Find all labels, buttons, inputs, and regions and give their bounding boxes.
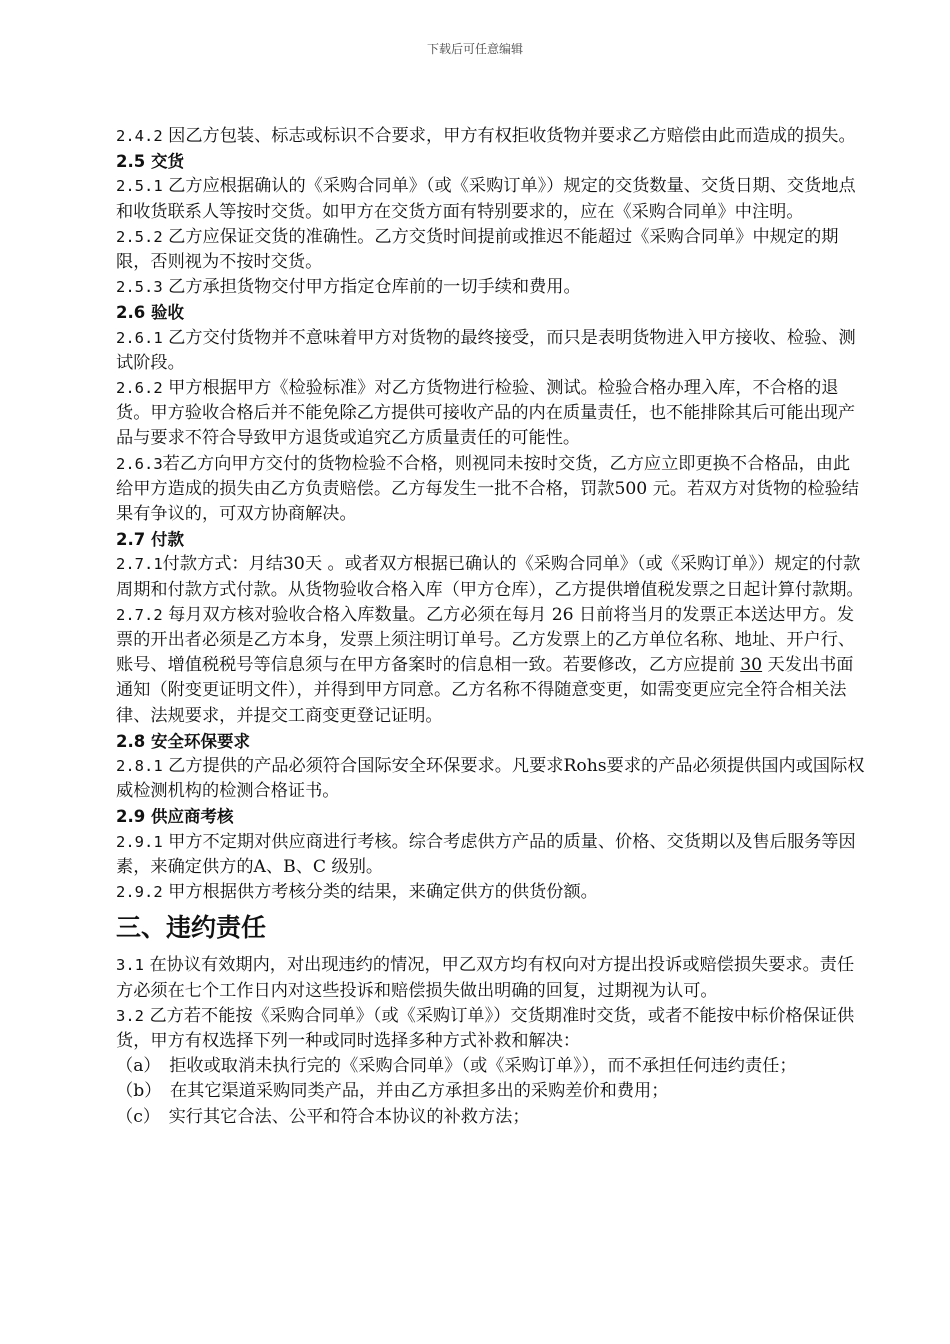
- clause-text: 若乙方向甲方交付的货物检验不合格，则视同未按时交货，乙方应立即更换不合格品，由此给甲方造成的损失由乙方负责赔偿。乙方每发生一批不合格，罚款500 元。若双方对货物的检验结果有争议的，可双方协商解决。: [116, 453, 859, 525]
- clause-number: 2.6.2: [116, 379, 163, 398]
- clause-number: 2.4.2: [116, 127, 163, 145]
- remedy-item-b: [116, 1079, 866, 1104]
- clause-number: 2.5.3: [116, 278, 163, 297]
- heading-text: 安全环保要求: [145, 731, 250, 751]
- clause-number: 3.1: [116, 956, 144, 975]
- clause-text: 乙方应保证交货的准确性。乙方交货时间提前或推迟不能超过《采购合同单》中规定的期限，否则视为不按时交货。: [116, 226, 839, 273]
- clause-2-5-2: [116, 225, 866, 275]
- item-label: （b）: [116, 1081, 153, 1102]
- remedy-item-a: [116, 1054, 866, 1079]
- clause-2-6-3: [116, 452, 866, 528]
- item-text: 实行其它合法、公平和符合本协议的补救方法；: [151, 1106, 530, 1127]
- clause-text-part-a: 每月双方核对验收合格入库数量。乙方必须在每月 26 日前将当月的发票正本送达甲方。发票的开出者必须是乙方本身，发票上须注明订单号。乙方发票上的乙方单位名称、地址、开户行、账号、增值税税号等信息须与在甲方备案时的信息相一致。若要修改，乙方应提前: [116, 604, 856, 676]
- clause-number: 2.6.3: [116, 454, 163, 473]
- clause-text: 甲方根据供方考核分类的结果，来确定供方的供货份额。: [162, 882, 598, 903]
- clause-number: 2.7.2: [116, 605, 163, 624]
- clause-number: 2.9.2: [116, 883, 163, 902]
- heading-text: 验收: [145, 303, 184, 323]
- clause-2-7-2: [116, 603, 866, 729]
- heading-number: 2.9: [116, 807, 146, 827]
- section-3-title: 三、违约责任: [116, 913, 267, 943]
- document-body: [116, 124, 866, 1130]
- heading-number: 2.7: [116, 530, 146, 550]
- clause-number: 2.5.2: [116, 227, 163, 246]
- clause-number: 2.9.1: [116, 832, 163, 851]
- clause-text: 乙方应根据确认的《采购合同单》（或《采购订单》）规定的交货数量、交货日期、交货地点和收货联系人等按时交货。如甲方在交货方面有特别要求的，应在《采购合同单》中注明。: [116, 176, 856, 222]
- heading-number: 2.6: [116, 303, 146, 323]
- clause-text: 在协议有效期内，对出现违约的情况，甲乙双方均有权向对方提出投诉或赔偿损失要求。责任方必须在七个工作日内对这些投诉和赔偿损失做出明确的回复，过期视为认可。: [116, 955, 855, 1001]
- clause-2-6-2: [116, 376, 866, 452]
- clause-text: 乙方提供的产品必须符合国际安全环保要求。凡要求Rohs要求的产品必须提供国内或国际权威检测机构的检测合格证书。: [116, 756, 865, 802]
- clause-2-5-1: [116, 174, 866, 224]
- clause-text: 甲方不定期对供应商进行考核。综合考虑供方产品的质量、价格、交货期以及售后服务等因素，来确定供方的A、B、C 级别。: [116, 831, 856, 877]
- item-text: 拒收或取消未执行完的《采购合同单》（或《采购订单》），而不承担任何违约责任；: [152, 1056, 797, 1077]
- heading-text: 付款: [145, 530, 184, 550]
- item-text: 在其它渠道采购同类产品，并由乙方承担多出的采购差价和费用；: [152, 1081, 669, 1102]
- remedy-item-c: [116, 1105, 866, 1130]
- clause-text-part-b: 天发出书面通知（附变更证明文件），并得到甲方同意。乙方名称不得随意变更，如需变更应完全符合相关法律、法规要求，并提交工商变更登记证明。: [116, 655, 854, 726]
- heading-2-6: [116, 300, 866, 325]
- heading-2-9: [116, 804, 866, 829]
- heading-2-8: [116, 729, 866, 754]
- page-header: 下载后可任意编辑: [426, 42, 523, 56]
- clause-text: 付款方式：月结30天 。或者双方根据已确认的《采购合同单》（或《采购订单》）规定的付款周期和付款方式付款。从货物验收合格入库（甲方仓库），乙方提供增值税发票之日起计算付款期。: [116, 554, 864, 600]
- clause-number: 2.7.1: [116, 555, 163, 574]
- clause-text: 甲方根据甲方《检验标准》对乙方货物进行检验、测试。检验合格办理入库，不合格的退货。甲方验收合格后并不能免除乙方提供可接收产品的内在质量责任，也不能排除其后可能出现产品与要求不符合导致甲方退货或追究乙方质量责任的可能性。: [116, 378, 856, 449]
- item-label: （c）: [116, 1106, 152, 1127]
- clause-number: 2.5.1: [116, 177, 163, 196]
- heading-text: 交货: [145, 152, 184, 172]
- clause-2-6-1: [116, 326, 866, 376]
- heading-2-7: [116, 527, 866, 552]
- clause-text: 乙方若不能按《采购合同单》（或《采购订单》）交货期准时交货，或者不能按中标价格保证供货，甲方有权选择下列一种或同时选择多种方式补救和解决：: [116, 1005, 855, 1051]
- clause-2-5-3: [116, 275, 866, 300]
- clause-text: 乙方承担货物交付甲方指定仓库前的一切手续和费用。: [162, 277, 581, 298]
- clause-number: 3.2: [116, 1006, 144, 1025]
- clause-2-9-2: [116, 880, 866, 905]
- clause-2-4-2: [116, 124, 866, 149]
- clause-2-7-1: [116, 552, 866, 602]
- clause-3-1: [116, 953, 866, 1003]
- heading-text: 供应商考核: [145, 807, 234, 827]
- clause-number: 2.6.1: [116, 328, 163, 347]
- clause-text: 因乙方包装、标志或标识不合要求，甲方有权拒收货物并要求乙方赔偿由此而造成的损失。: [162, 126, 856, 146]
- heading-number: 2.5: [116, 152, 146, 172]
- notice-days-value: 30: [740, 655, 763, 676]
- clause-2-8-1: [116, 754, 866, 804]
- clause-number: 2.8.1: [116, 757, 163, 776]
- item-label: （a）: [116, 1056, 153, 1077]
- heading-number: 2.8: [116, 731, 146, 751]
- clause-3-2: [116, 1004, 866, 1054]
- heading-2-5: [116, 149, 866, 174]
- clause-2-9-1: [116, 830, 866, 880]
- clause-text: 乙方交付货物并不意味着甲方对货物的最终接受，而只是表明货物进入甲方接收、检验、测试阶段。: [116, 327, 856, 373]
